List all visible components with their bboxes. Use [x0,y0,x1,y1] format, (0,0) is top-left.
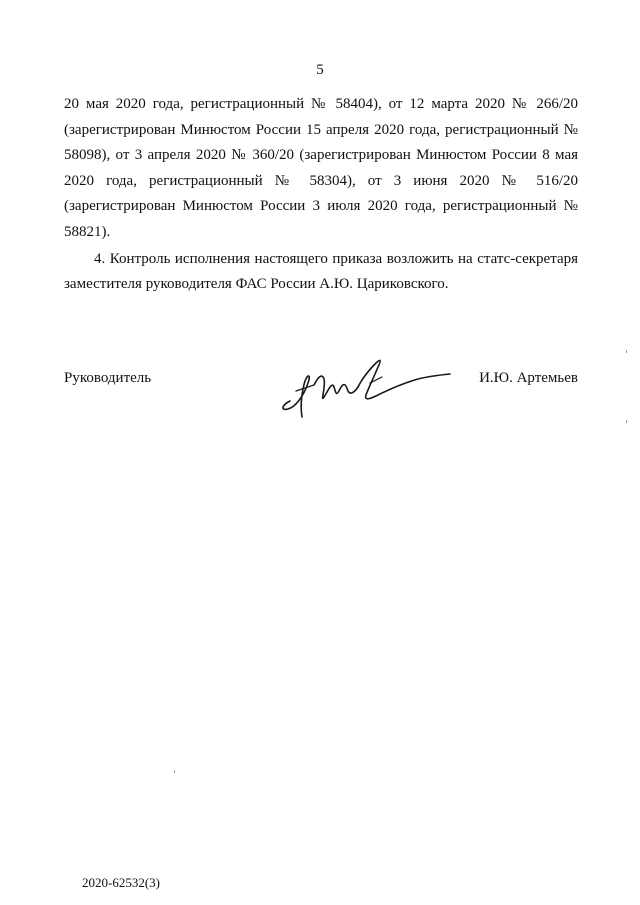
signatory-title: Руководитель [64,370,152,386]
scan-speck [626,350,627,353]
handwritten-signature [278,345,454,423]
document-code: 2020-62532(3) [82,875,160,890]
paragraph-item-4: 4. Контроль исполнения настоящего приказа возложить на статс-секретаря заместителя руководителя ФАС России А.Ю. Цариковского. [64,250,578,293]
scan-speck [174,770,175,773]
document-body [64,92,578,298]
paragraph-continuation: 20 мая 2020 года, регистрационный № 58404), от 12 марта 2020 № 266/20 (зарегистрирован Минюстом России 15 апреля 2020 года, регистрационный № 58098), от 3 апреля 2020 № 360/20 (зарегистрирован Минюстом России 8 мая 2020 года, регистрационный № 58304), от 3 июня 2020 № 516/20 (зарегистрирован Минюстом России 3 июля 2020 года, регистрационный № 58821). [64,96,578,240]
page-number: 5 [316,62,324,78]
signatory-name: И.Ю. Артемьев [479,370,578,386]
scan-speck [626,420,627,423]
